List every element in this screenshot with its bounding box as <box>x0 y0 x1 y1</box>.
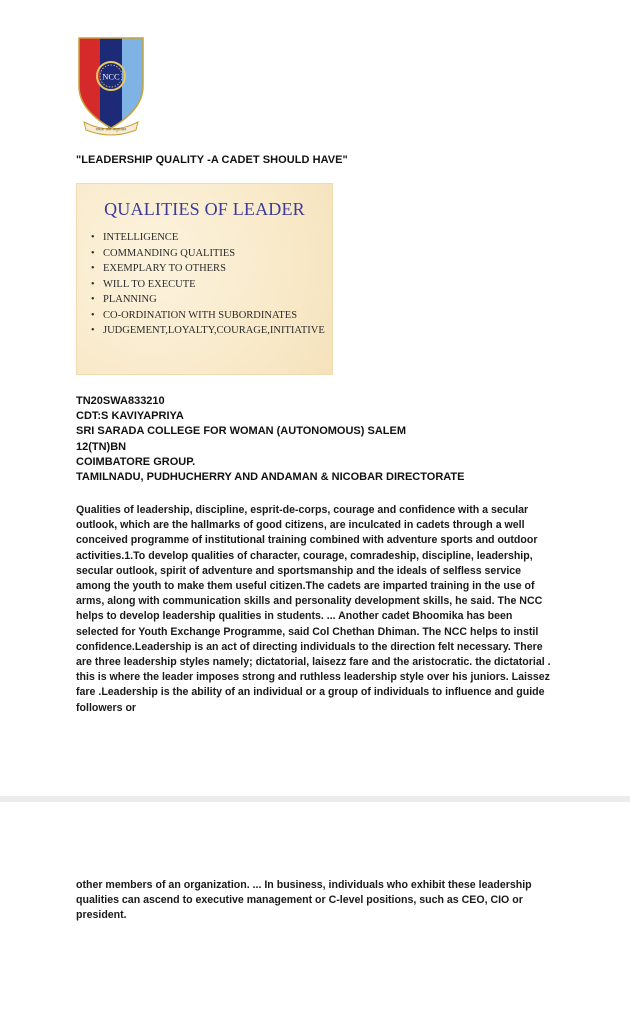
qualities-of-leader-card <box>76 183 333 375</box>
logo-text: NCC <box>102 71 120 82</box>
body-paragraph-page2: other members of an organization. ... In business, individuals who exhibit these leadership qualities can ascend to executive management or C-level positions, such as CEO, CIO or president. <box>76 879 532 922</box>
quality-item: • INTELLIGENCE <box>91 230 327 246</box>
qualities-list <box>91 230 327 339</box>
cadet-group: COIMBATORE GROUP. <box>76 455 196 468</box>
cadet-battalion: 12(TN)BN <box>76 440 127 453</box>
quality-item: • CO-ORDINATION WITH SUBORDINATES <box>91 308 327 324</box>
body-paragraph-page1: Qualities of leadership, discipline, esprit-de-corps, courage and confidence with a secular outlook, which are the hallmarks of good citizens, are inculcated in cadets through a well conceived programme of institutional training combined with adventure sports and outdoor activities.1.To develop qualities of character, courage, comradeship, discipline, leadership, secular outlook, spirit of adventure and sportsmanship and the ideals of selfless service among the youth to make them useful citizen.The cadets are imparted training in the use of arms, along with communication skills and personality development skills, he said. The NCC helps to develop leadership qualities in students. ... Another cadet Bhoomika has been selected for Youth Exchange Programme, said Col Chethan Dhiman. The NCC helps to instil confidence.Leadership is an act of directing individuals to the direction felt necessary. There are three leadership styles namely; dictatorial, laisezz fare and the aristocratic. the dictatorial . this is where the leader imposes strong and ruthless leadership style over his juniors. Laissez fare .Leadership is the ability of an individual or a group of individuals to influence and guide followers or <box>76 504 551 714</box>
ncc-crest-icon <box>76 36 146 136</box>
cadet-details <box>76 394 556 485</box>
cadet-college: SRI SARADA COLLEGE FOR WOMAN (AUTONOMOUS) SALEM <box>76 425 406 438</box>
document-title: "LEADERSHIP QUALITY -A CADET SHOULD HAVE" <box>76 154 348 166</box>
logo-motto: एकता और अनुशासन <box>95 126 127 132</box>
cadet-directorate: TAMILNADU, PUDHUCHERRY AND ANDAMAN & NICOBAR DIRECTORATE <box>76 471 465 484</box>
cadet-id: TN20SWA833210 <box>76 395 165 407</box>
cadet-name: CDT:S KAVIYAPRIYA <box>76 410 184 423</box>
quality-item: • WILL TO EXECUTE <box>91 277 327 293</box>
quality-item: • PLANNING <box>91 292 327 308</box>
qualities-heading: QUALITIES OF LEADER <box>104 199 305 219</box>
quality-item: • EXEMPLARY TO OTHERS <box>91 261 327 277</box>
document-page-2 <box>0 802 630 1024</box>
quality-item: • COMMANDING QUALITIES <box>91 246 327 262</box>
ncc-logo <box>76 36 146 136</box>
quality-item: • JUDGEMENT,LOYALTY,COURAGE,INITIATIVE <box>91 323 327 339</box>
